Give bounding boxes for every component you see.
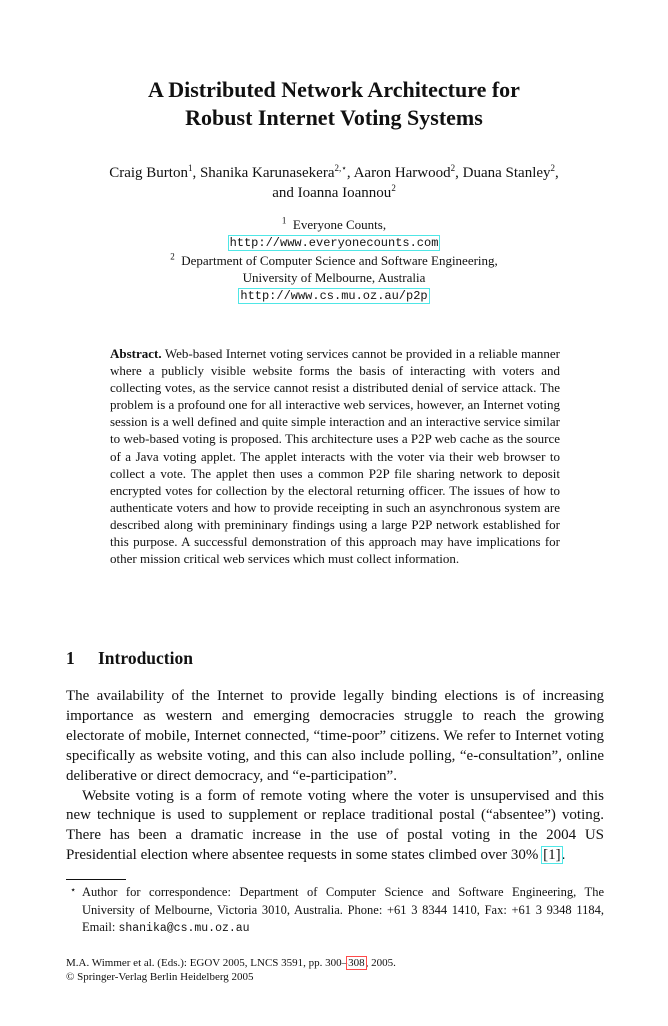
author-affil-sup: 2 [550,163,556,173]
affil-1-link[interactable]: http://www.everyonecounts.com [229,236,439,250]
copyright-line: © Springer-Verlag Berlin Heidelberg 2005 [66,970,254,983]
author-name: Aaron Harwood [353,165,451,181]
abstract-label: Abstract. [110,346,162,361]
body-text [66,687,604,866]
abstract-text: Web-based Internet voting services cannot be provided in a reliable manner where a publicly visible website forms the basis of interacting with voters and collecting votes, as the service cannot resist a distributed denial of service attack. The problem is a profound one for all interactive web services, however, an Internet voting session is a well defined and quite simple interaction and an interactive service similar to web-based voting is proposed. This architecture uses a P2P web cache as the source of a Java voting applet. The applet interacts with the voter via their web browser to collect a vote. The applet then uses a common P2P file sharing network to deposit encrypted votes for collection by the electoral returning officer. The issues of how to authenticate voters and how to provide receipting in such an asynchronous system are described along with premininary findings using a large P2P network established for this purpose. A successful demonstration of this approach may have implications for other mission critical web services which must collect information. [110,346,560,567]
title-line-1: A Distributed Network Architecture for [148,77,520,102]
author-sep: , [346,165,354,181]
affiliations [0,216,668,305]
bib-line-1-end: , 2005. [365,957,396,969]
author-name: Craig Burton [109,165,188,181]
author-line-1 [0,163,668,183]
author-affil-sup: 2 [391,183,396,193]
footnote-body [66,884,604,938]
footnote-rule [66,879,126,880]
affiliation-2-line-2: University of Melbourne, Australia [242,270,426,285]
footnote-email: shanika@cs.mu.oz.au [118,922,250,935]
affiliation-2-url [0,286,668,305]
author-name: Duana Stanley [462,165,551,181]
section-number: 1 [66,648,75,668]
author-affil-sup: 2 [450,163,456,173]
paragraph-2-text: Website voting is a form of remote voting where the voter is unsupervised and this new technique is used to supplement or replace traditional postal (“absentee”) voting. There has been a dramatic increase in the use of postal voting in the 2004 US Presidential election where absentee requests in some states climbed over 30% [66,787,604,864]
author-sep: , [192,165,200,181]
affiliation-1-url [0,233,668,252]
footnote [66,884,604,938]
affil-name: Department of Computer Science and Software Engineering, [181,253,498,268]
affil-number: 1 [281,215,287,226]
paper-title [0,76,668,132]
author-list [0,163,668,203]
author-line-2 [0,183,668,203]
author-affil-sup: 1 [187,163,193,173]
footnote-mark: ⋆ [70,885,77,896]
abstract [110,345,560,567]
author-affil-sup: 2,⋆ [334,163,347,173]
paragraph-2 [66,787,604,867]
citation-link[interactable]: [1] [543,847,561,864]
affil-2-link[interactable]: http://www.cs.mu.oz.au/p2p [240,289,428,303]
bib-line-1-text: M.A. Wimmer et al. (Eds.): EGOV 2005, LNCS 3591, pp. 300– [66,957,348,969]
bibliographic-info [66,957,606,984]
affiliation-1 [0,216,668,233]
author-sep: , [455,165,463,181]
title-line-2: Robust Internet Voting Systems [185,105,483,130]
footnote-text: Author for correspondence: Department of Computer Science and Software Engineering, The University of Melbourne, Victoria 3010, Australia. Phone: +61 3 8344 1410, Fax: +61 3 9348 1184, Email: [82,885,604,934]
paragraph-1: The availability of the Internet to provide legally binding elections is of increasing importance as western and emerging democracies struggle to reach the growing electorate of mobile, Internet connected, “time-poor” citizens. We refer to Internet voting specifically as website voting, and this can also include polling, “e-consultation”, online deliberative or direct democracy, and “e-participation”. [66,688,604,784]
page-range-link[interactable]: 308 [348,957,365,969]
affil-name: Everyone Counts, [292,217,387,232]
affiliation-2 [0,252,668,269]
paragraph-2-end: . [561,847,566,864]
author-name-last: and Ioanna Ioannou [272,185,392,201]
section-title: Introduction [98,648,193,668]
section-heading [66,648,193,669]
author-name: Shanika Karunasekera [199,165,335,181]
bib-line-1 [66,957,606,971]
affil-number: 2 [170,251,175,262]
author-sep: , [555,165,559,181]
